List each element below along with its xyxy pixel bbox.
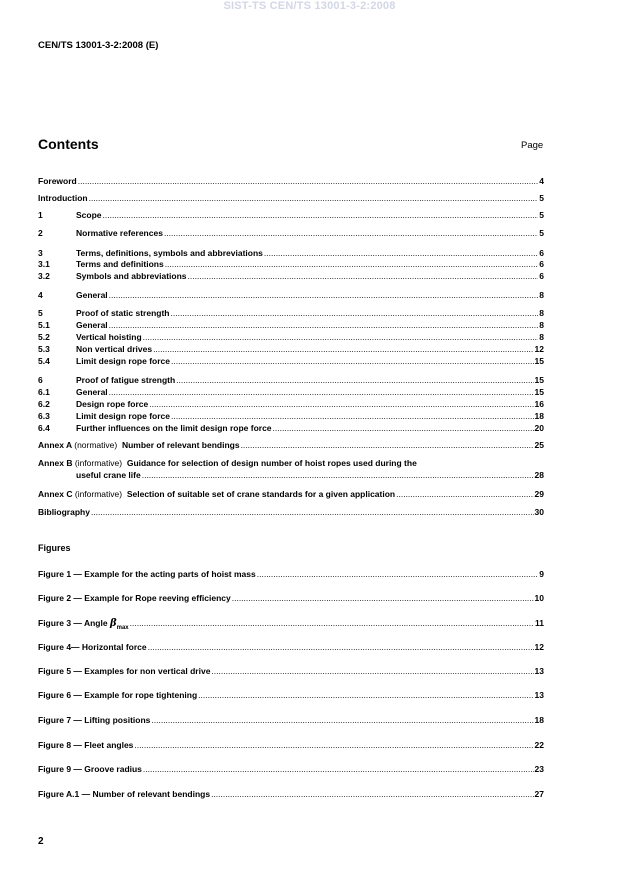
figures-heading: Figures bbox=[38, 543, 71, 553]
figure-title: Figure 7 — Lifting positions bbox=[38, 715, 151, 725]
toc-page: 5 bbox=[539, 228, 544, 238]
toc-title: Non vertical drives bbox=[76, 344, 153, 354]
toc-number: 3.1 bbox=[38, 259, 50, 269]
toc-page: 12 bbox=[534, 344, 544, 354]
annex-b-title-cont: useful crane life bbox=[76, 470, 141, 480]
figure-page: 12 bbox=[534, 642, 544, 652]
figure-title: Figure 3 — Angle $\beta_{max}$ bbox=[38, 618, 129, 631]
toc-title: Proof of static strength bbox=[76, 308, 170, 318]
toc-entry-5[interactable] bbox=[38, 308, 544, 319]
toc-entry-bibliography[interactable] bbox=[38, 507, 544, 518]
toc-page: 18 bbox=[534, 411, 544, 421]
figure-page: 27 bbox=[534, 789, 544, 799]
toc-entry-3[interactable] bbox=[38, 248, 544, 259]
toc-title: Vertical hoisting bbox=[76, 332, 142, 342]
toc-entry-5-2[interactable] bbox=[38, 332, 544, 343]
toc-number: 6.1 bbox=[38, 387, 50, 397]
toc-page: 15 bbox=[534, 356, 544, 366]
toc-page: 4 bbox=[539, 176, 544, 186]
figure-entry-8[interactable] bbox=[38, 740, 544, 751]
page-number: 2 bbox=[38, 836, 44, 847]
annex-a-title: Annex A (normative) Number of relevant bendings bbox=[38, 440, 240, 450]
toc-entry-introduction[interactable] bbox=[38, 193, 544, 204]
toc-page: 6 bbox=[539, 259, 544, 269]
toc-title: Limit design rope force bbox=[76, 356, 170, 366]
toc-entry-6-1[interactable] bbox=[38, 387, 544, 398]
toc-number: 1 bbox=[38, 210, 43, 220]
contents-title: Contents bbox=[38, 136, 99, 152]
beta-max-symbol: $\beta_{max}$ bbox=[109, 618, 129, 631]
watermark: SIST-TS CEN/TS 13001-3-2:2008 bbox=[223, 0, 396, 12]
toc-entry-annex-b-cont[interactable] bbox=[76, 470, 544, 481]
toc-page: 8 bbox=[539, 332, 544, 342]
figure-page: 22 bbox=[534, 740, 544, 750]
toc-entry-6-2[interactable] bbox=[38, 399, 544, 410]
figure-title: Figure A.1 — Number of relevant bendings bbox=[38, 789, 211, 799]
toc-page: 30 bbox=[534, 507, 544, 517]
toc-page: 5 bbox=[539, 193, 544, 203]
toc-page: 29 bbox=[534, 489, 544, 499]
figure-title: Figure 1 — Example for the acting parts of hoist mass bbox=[38, 569, 256, 579]
toc-title: Terms and definitions bbox=[76, 259, 164, 269]
figure-entry-6[interactable] bbox=[38, 690, 544, 701]
figure-entry-a1[interactable] bbox=[38, 789, 544, 800]
figure-title: Figure 4— Horizontal force bbox=[38, 642, 147, 652]
page-column-label: Page bbox=[521, 140, 544, 151]
toc-number: 3.2 bbox=[38, 271, 50, 281]
toc-title: Proof of fatigue strength bbox=[76, 375, 176, 385]
figure-entry-7[interactable] bbox=[38, 715, 544, 726]
toc-entry-2[interactable] bbox=[38, 228, 544, 239]
figure-page: 18 bbox=[534, 715, 544, 725]
toc-page: 6 bbox=[539, 271, 544, 281]
toc-title: Symbols and abbreviations bbox=[76, 271, 187, 281]
toc-entry-1[interactable] bbox=[38, 210, 544, 221]
toc-entry-annex-c[interactable] bbox=[38, 489, 544, 500]
figure-title: Figure 6 — Example for rope tightening bbox=[38, 690, 198, 700]
toc-entry-5-3[interactable] bbox=[38, 344, 544, 355]
document-id: CEN/TS 13001-3-2:2008 (E) bbox=[38, 40, 159, 51]
toc-entry-annex-b[interactable]: Annex B (informative) Guidance for selection of design number of hoist ropes used during the bbox=[38, 458, 417, 468]
toc-page: 6 bbox=[539, 248, 544, 258]
figure-title: Figure 8 — Fleet angles bbox=[38, 740, 134, 750]
toc-number: 2 bbox=[38, 228, 43, 238]
toc-number: 6.3 bbox=[38, 411, 50, 421]
toc-entry-4[interactable] bbox=[38, 290, 544, 301]
figure-entry-4[interactable] bbox=[38, 642, 544, 653]
toc-entry-6[interactable] bbox=[38, 375, 544, 386]
figure-title: Figure 9 — Groove radius bbox=[38, 764, 142, 774]
annex-c-title: Annex C (informative) Selection of suitable set of crane standards for a given application bbox=[38, 489, 396, 499]
figure-page: 23 bbox=[534, 764, 544, 774]
toc-title: Further influences on the limit design rope force bbox=[76, 423, 272, 433]
toc-page: 25 bbox=[534, 440, 544, 450]
toc-title: General bbox=[76, 387, 108, 397]
toc-entry-foreword[interactable] bbox=[38, 176, 544, 187]
toc-title: Limit design rope force bbox=[76, 411, 170, 421]
figure-page: 9 bbox=[539, 569, 544, 579]
toc-page: 28 bbox=[534, 470, 544, 480]
toc-title: Introduction bbox=[38, 193, 88, 203]
toc-title: Scope bbox=[76, 210, 102, 220]
toc-page: 16 bbox=[534, 399, 544, 409]
toc-title: Normative references bbox=[76, 228, 163, 238]
figure-page: 10 bbox=[534, 593, 544, 603]
figure-page: 13 bbox=[534, 690, 544, 700]
toc-entry-3-2[interactable] bbox=[38, 271, 544, 282]
toc-entry-5-4[interactable] bbox=[38, 356, 544, 367]
toc-number: 6 bbox=[38, 375, 43, 385]
toc-page: 8 bbox=[539, 308, 544, 318]
toc-entry-5-1[interactable] bbox=[38, 320, 544, 331]
toc-title: General bbox=[76, 320, 108, 330]
figure-entry-3[interactable] bbox=[38, 618, 544, 634]
toc-number: 5.4 bbox=[38, 356, 50, 366]
toc-title: Foreword bbox=[38, 176, 77, 186]
figure-title: Figure 2 — Example for Rope reeving efficiency bbox=[38, 593, 231, 603]
toc-number: 4 bbox=[38, 290, 43, 300]
toc-number: 5.3 bbox=[38, 344, 50, 354]
toc-entry-3-1[interactable] bbox=[38, 259, 544, 270]
toc-title: General bbox=[76, 290, 108, 300]
toc-page: 8 bbox=[539, 320, 544, 330]
figure-entry-1[interactable] bbox=[38, 569, 544, 580]
toc-page: 15 bbox=[534, 375, 544, 385]
toc-entry-6-4[interactable] bbox=[38, 423, 544, 434]
figure-entry-5[interactable] bbox=[38, 666, 544, 677]
toc-number: 3 bbox=[38, 248, 43, 258]
toc-number: 6.2 bbox=[38, 399, 50, 409]
toc-number: 5 bbox=[38, 308, 43, 318]
toc-title: Design rope force bbox=[76, 399, 149, 409]
figure-entry-2[interactable] bbox=[38, 593, 544, 604]
toc-number: 6.4 bbox=[38, 423, 50, 433]
toc-entry-6-3[interactable] bbox=[38, 411, 544, 422]
toc-page: 8 bbox=[539, 290, 544, 300]
figure-title: Figure 5 — Examples for non vertical drive bbox=[38, 666, 211, 676]
toc-title: Bibliography bbox=[38, 507, 90, 517]
figure-page: 11 bbox=[535, 618, 544, 628]
toc-page: 20 bbox=[534, 423, 544, 433]
toc-title: Terms, definitions, symbols and abbreviations bbox=[76, 248, 263, 258]
toc-entry-annex-a[interactable] bbox=[38, 440, 544, 451]
figure-entry-9[interactable] bbox=[38, 764, 544, 775]
toc-number: 5.1 bbox=[38, 320, 50, 330]
toc-page: 5 bbox=[539, 210, 544, 220]
toc-page: 15 bbox=[534, 387, 544, 397]
toc-number: 5.2 bbox=[38, 332, 50, 342]
figure-page: 13 bbox=[534, 666, 544, 676]
